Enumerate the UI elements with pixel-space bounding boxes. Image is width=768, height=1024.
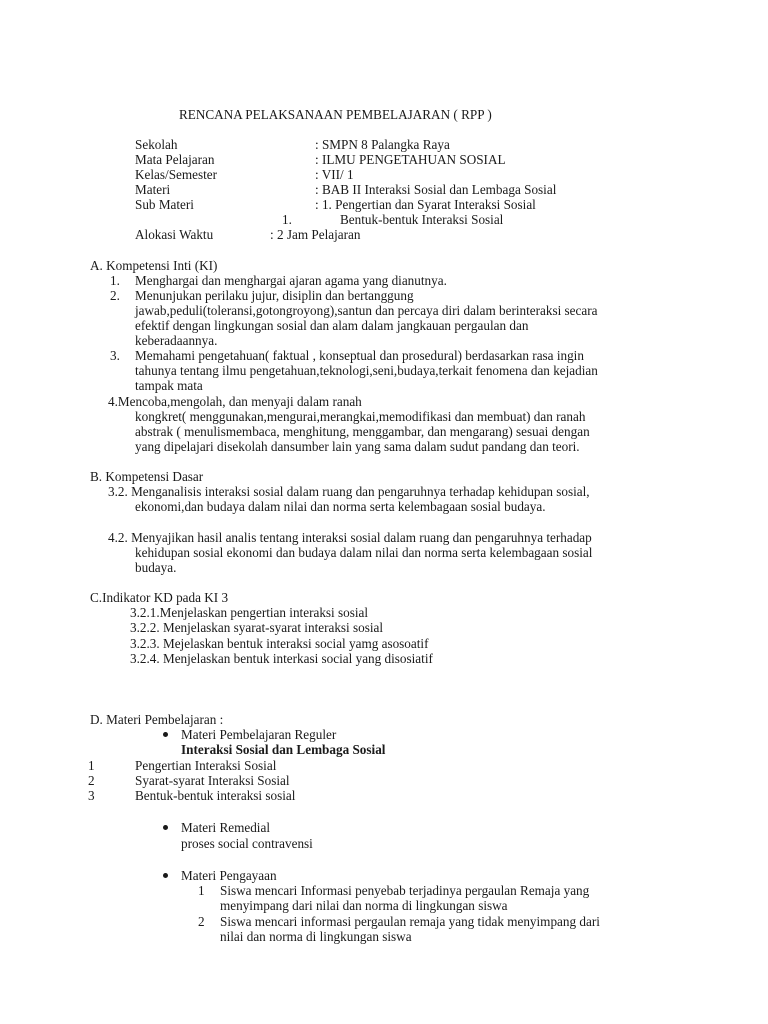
ki-item-text: Memahami pengetahuan( faktual , konseptual dan prosedural) berdasarkan rasa ingin [135,348,584,363]
mapel-value: : ILMU PENGETAHUAN SOSIAL [315,152,506,167]
submateri-num-2: 1. [282,212,292,227]
reguler-item-number: 2 [88,773,95,788]
reguler-item-text: Bentuk-bentuk interaksi sosial [135,788,296,803]
bullet-icon [163,825,168,830]
indikator-item: 3.2.1.Menjelaskan pengertian interaksi sosial [130,605,369,620]
submateri-value-2: Bentuk-bentuk Interaksi Sosial [340,212,504,227]
ki-item-text: tampak mata [135,378,203,393]
ki-item-number: 3. [110,348,120,363]
pengayaan-item-text: Siswa mencari Informasi penyebab terjadinya pergaulan Remaja yang [220,883,590,898]
kelas-value: : VII/ 1 [315,167,354,182]
mapel-label: Mata Pelajaran [135,152,215,167]
pengayaan-item-text: Siswa mencari informasi pergaulan remaja yang tidak menyimpang dari [220,914,600,929]
materi-remedial-label: Materi Remedial [181,820,270,835]
kd-item-text: 3.2. Menganalisis interaksi sosial dalam ruang dan pengaruhnya terhadap kehidupan sosial, [108,484,590,499]
sekolah-label: Sekolah [135,137,178,152]
kelas-label: Kelas/Semester [135,167,218,182]
materi-reguler-title: Interaksi Sosial dan Lembaga Sosial [181,742,386,757]
ki-item-text: Menghargai dan menghargai ajaran agama yang dianutnya. [135,273,447,288]
materi-heading: D. Materi Pembelajaran : [90,712,224,727]
pengayaan-item-text: menyimpang dari nilai dan norma di lingkungan siswa [220,898,508,913]
kd-item-text: ekonomi,dan budaya dalam nilai dan norma serta kelembagaan sosial budaya. [135,499,546,514]
alokasi-label: Alokasi Waktu [135,227,214,242]
ki-item-text: keberadaannya. [135,333,218,348]
page-title: RENCANA PELAKSANAAN PEMBELAJARAN ( RPP ) [179,107,492,122]
alokasi-value: : 2 Jam Pelajaran [270,227,361,242]
reguler-item-number: 1 [88,758,95,773]
reguler-item-text: Pengertian Interaksi Sosial [135,758,277,773]
indikator-item: 3.2.2. Menjelaskan syarat-syarat interaksi sosial [130,620,384,635]
submateri-value-1: : 1. Pengertian dan Syarat Interaksi Sosial [315,197,536,212]
ki-item-text: Menunjukan perilaku jujur, disiplin dan bertanggung [135,288,414,303]
pengayaan-item-number: 1 [198,883,205,898]
indikator-item: 3.2.4. Menjelaskan bentuk interkasi social yang disosiatif [130,651,433,666]
materi-pengayaan-label: Materi Pengayaan [181,868,277,883]
kd-item-text: kehidupan sosial ekonomi dan budaya dalam nilai dan norma serta kelembagaan sosial [135,545,593,560]
ki-item-number: 1. [110,273,120,288]
sekolah-value: : SMPN 8 Palangka Raya [315,137,450,152]
kd-item-text: budaya. [135,560,177,575]
ki-item-text: efektif dengan lingkungan sosial dan alam dalam jangkauan pergaulan dan [135,318,529,333]
ki-item-text: yang dipelajari disekolah dansumber lain yang sama dalam sudut pandang dan teori. [135,439,580,454]
materi-label: Materi [135,182,171,197]
ki-item-text: kongkret( menggunakan,mengurai,merangkai,memodifikasi dan membuat) dan ranah [135,409,586,424]
bullet-icon [163,732,168,737]
pengayaan-item-number: 2 [198,914,205,929]
pengayaan-item-text: nilai dan norma di lingkungan siswa [220,929,412,944]
indikator-heading: C.Indikator KD pada KI 3 [90,590,229,605]
materi-value: : BAB II Interaksi Sosial dan Lembaga Sosial [315,182,557,197]
kd-heading: B. Kompetensi Dasar [90,469,204,484]
materi-remedial-text: proses social contravensi [181,836,313,851]
ki-item-number: 2. [110,288,120,303]
kd-item-text: 4.2. Menyajikan hasil analis tentang interaksi sosial dalam ruang dan pengaruhnya terhadap [108,530,592,545]
ki-item-text: abstrak ( menulismembaca, menghitung, menggambar, dan mengarang) sesuai dengan [135,424,590,439]
indikator-item: 3.2.3. Mejelaskan bentuk interaksi social yamg asosoatif [130,636,429,651]
ki-item-text: jawab,peduli(toleransi,gotongroyong),santun dan percaya diri dalam berinteraksi secara [135,303,598,318]
bullet-icon [163,873,168,878]
reguler-item-number: 3 [88,788,95,803]
ki-heading: A. Kompetensi Inti (KI) [90,258,218,273]
materi-reguler-label: Materi Pembelajaran Reguler [181,727,337,742]
ki-item-text: tahunya tentang ilmu pengetahuan,teknologi,seni,budaya,terkait fenomena dan kejadian [135,363,598,378]
submateri-label: Sub Materi [135,197,194,212]
ki-item-text: 4.Mencoba,mengolah, dan menyaji dalam ranah [108,394,362,409]
reguler-item-text: Syarat-syarat Interaksi Sosial [135,773,290,788]
